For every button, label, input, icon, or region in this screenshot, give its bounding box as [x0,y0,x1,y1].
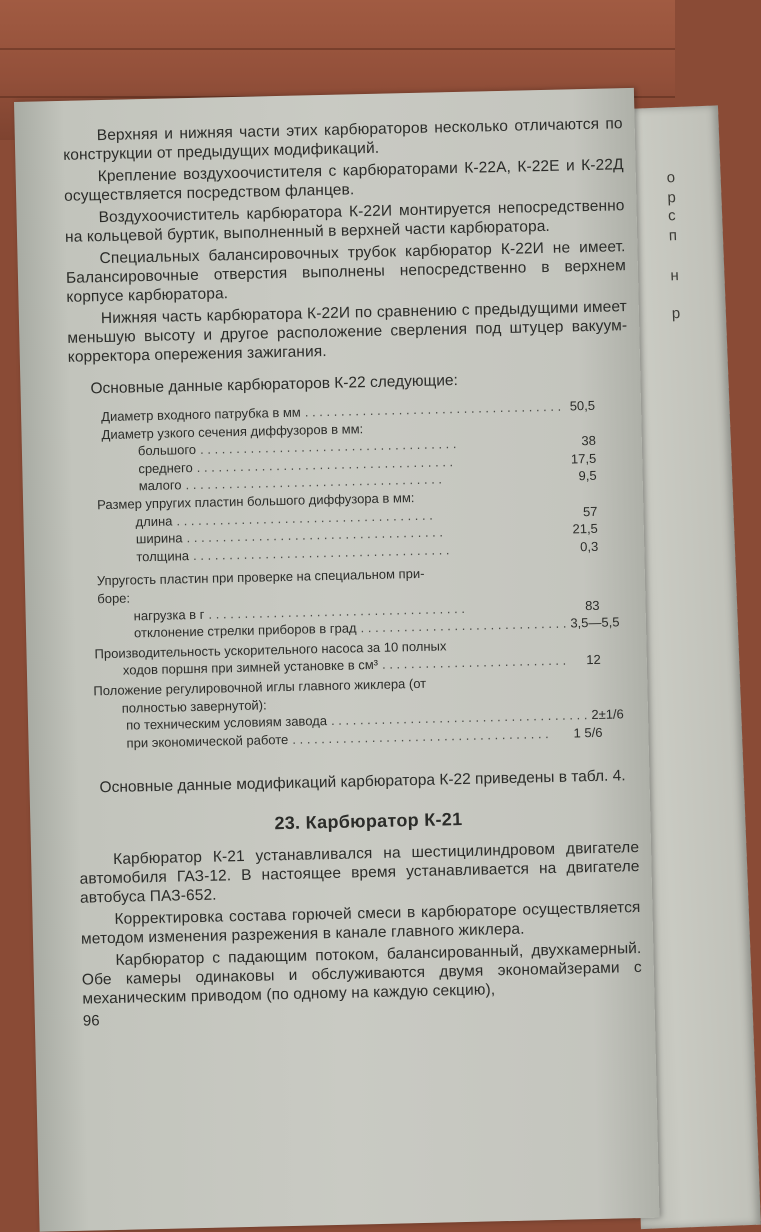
book-page [14,88,659,1232]
spec-label: отклонение стрелки приборов в град [133,620,357,641]
spec-value: 38 [581,433,597,449]
leader-dots: . . . . . . . . . . . . . . . . . . . . . . . . . . . . . . . . . . . . [330,707,588,729]
spec-value: 2±1/6 [591,706,624,723]
spec-value: 9,5 [578,468,597,484]
spec-value: 21,5 [572,521,598,537]
leader-dots: . . . . . . . . . . . . . . . . . . . . . . . . . . . . . . . . . . . . [292,725,549,747]
side-page-letter: о [666,169,676,187]
leader-dots: . . . . . . . . . . . . . . . . . . . . . . . . . . . . . . . . . . . . [186,524,444,546]
paragraph: Верхняя и нижняя части этих карбюраторов несколько отличаются по конструкции от предыдущих модификаций. [63,115,623,164]
spec-label: ходов поршня при зимней установке в см³ [122,657,379,678]
page-number: 96 [82,1012,100,1030]
spec-label: нагрузка в г [133,606,205,623]
spec-label: ширина [135,530,183,547]
leader-dots: . . . . . . . . . . . . . . . . . . . . . . . . . . . . . [360,615,567,636]
leader-dots: . . . . . . . . . . . . . . . . . . . . . . . . . . . . . . . . . . . . [199,436,457,458]
spec-conclusion: Основные данные модификаций карбюратора К-22 приведены в табл. 4. [99,767,626,797]
spec-group-label: Диаметр узкого сечения диффузоров в мм: [101,420,364,442]
spec-value: 17,5 [570,450,597,467]
paragraph: Карбюратор К-21 устанавливался на шестицилиндровом двигателе автомобиля ГАЗ-12. В настоящее время устанавливается на двигателе автобуса ПАЗ-652. [79,839,640,907]
spec-label: большого [137,442,197,459]
spec-label: Диаметр входного патрубка в мм [100,404,301,425]
spec-label: среднего [138,459,193,477]
spec-value: 0,3 [579,538,599,555]
spec-list [75,397,624,753]
spec-intro: Основные данные карбюраторов К-22 следующие: [90,372,459,398]
spec-value: 1 5/6 [573,724,603,741]
spec-value: 57 [582,503,598,519]
leader-dots: . . . . . . . . . . . . . . . . . . . . . . . . . . . . . . . . . . . . [176,507,433,528]
leader-dots: . . . . . . . . . . . . . . . . . . . . . . . . . . . . . . . . . . . . [208,600,465,622]
spec-value: 83 [584,597,600,613]
paragraph: Нижняя часть карбюратора К-22И по сравнению с предыдущими имеет меньшую высоту и другое расположение сверления под штуцер вакуум-корректора опережения зажигания. [67,298,628,366]
leader-dots: . . . . . . . . . . . . . . . . . . . . . . . . . . . . . . . . . . . . [304,398,562,420]
paragraph: Корректировка состава горючей смеси в карбюраторе осуществляется методом изменения разрежения в канале главного жиклера. [80,899,641,948]
spec-label: малого [138,477,182,494]
spec-value: 50,5 [569,397,596,414]
spec-group-label: Размер упругих пластин большого диффузора в мм: [96,489,415,513]
spec-label: по техническим условиям завода [125,713,328,733]
side-page-letter: р [671,305,681,323]
spec-value: 3,5—5,5 [570,614,620,631]
spec-group-label: Производительность ускорительного насоса за 10 полных [94,638,447,662]
leader-dots: . . . . . . . . . . . . . . . . . . . . . . . . . . [381,652,567,673]
section-heading: 23. Карбюратор К-21 [274,809,463,834]
paragraph: Крепление воздухоочистителя с карбюраторами К-22А, К-22Е и К-22Д осуществляется посредством фланцев. [63,156,624,205]
page-content [63,114,643,1030]
paragraph: Специальных балансировочных трубок карбюратор К-22И не имеет. Балансировочные отверстия выполнены непосредственно в верхнем корпусе карбюратора. [65,238,627,306]
spec-label: при экономической работе [126,731,289,751]
leader-dots: . . . . . . . . . . . . . . . . . . . . . . . . . . . . . . . . . . . . [196,453,454,475]
side-page-letter: н [670,267,680,285]
spec-label: толщина [136,547,190,565]
spec-group-label-cont: боре: [97,590,131,607]
leader-dots: . . . . . . . . . . . . . . . . . . . . . . . . . . . . . . . . . . . . [185,471,443,493]
spec-group-label-cont: полностью завернутой): [121,696,267,716]
paragraph: Воздухоочиститель карбюратора К-22И монтируется непосредственно на кольцевой буртик, выполненный в верхней части карбюратора. [64,197,625,246]
side-page-letter: с [667,207,676,225]
paragraph: Карбюратор с падающим потоком, балансированный, двухкамерный. Обе камеры одинаковы и обслуживаются двумя экономайзерами с механическим приводом (по одному на каждую секцию), [81,940,642,1008]
leader-dots: . . . . . . . . . . . . . . . . . . . . . . . . . . . . . . . . . . . . [192,541,450,563]
spec-label: длина [135,513,173,529]
spec-value: 12 [586,652,601,668]
side-page-letter: р [667,189,677,207]
spec-group-label: Упругость пластин при проверке на специальном при- [96,566,425,589]
side-page-letter: п [668,227,678,245]
spec-group-label: Положение регулировочной иглы главного жиклера (от [93,675,427,699]
